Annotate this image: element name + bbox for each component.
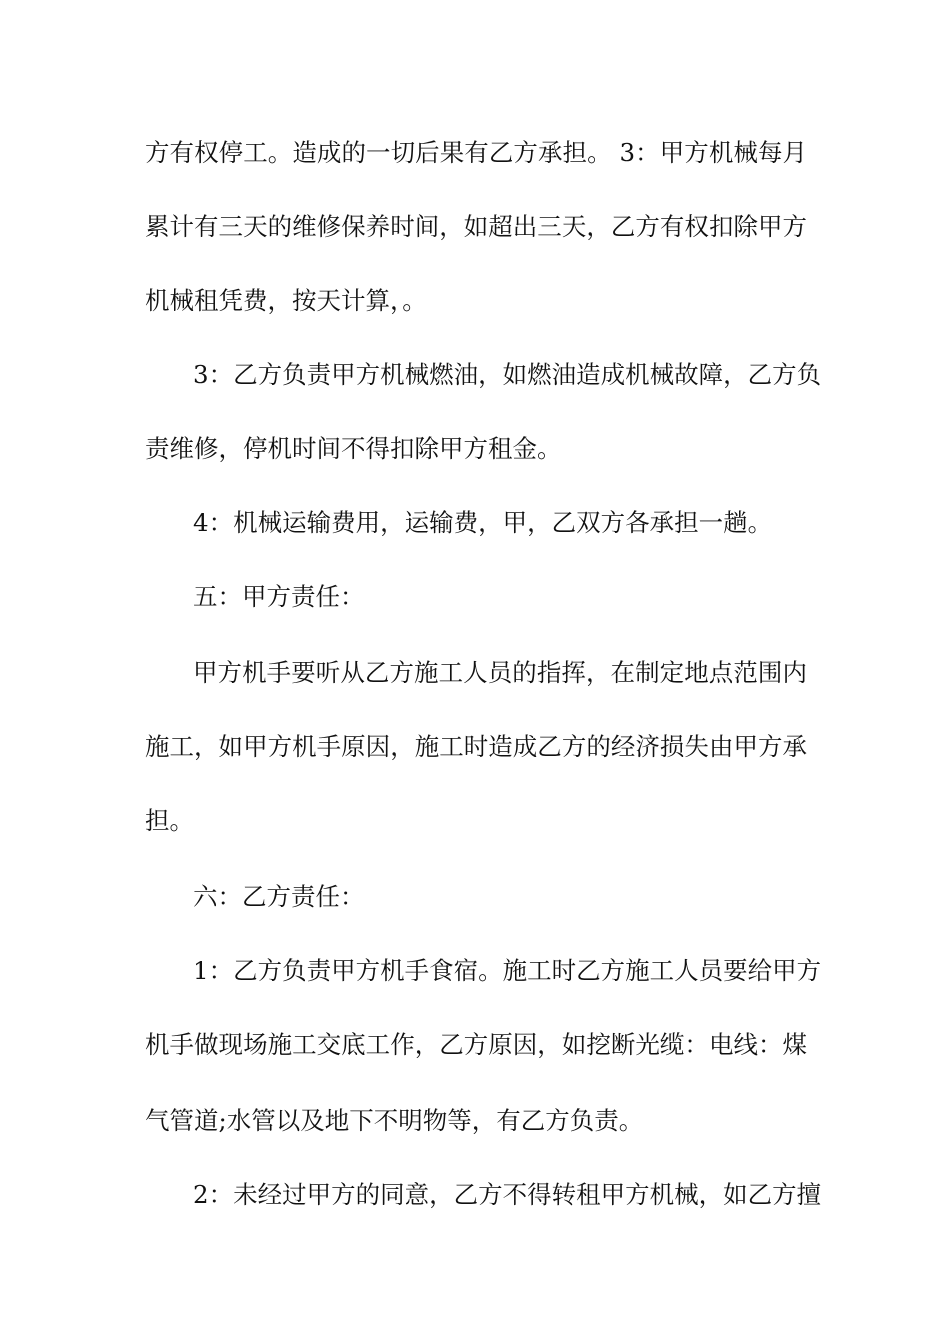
section-heading-party-a: 五：甲方责任： [193, 582, 365, 611]
text-line-6: 4：机械运输费用，运输费，甲，乙双方各承担一趟。 [193, 508, 773, 537]
text-line-15: 2：未经过甲方的同意，乙方不得转租甲方机械，如乙方擅 [193, 1180, 822, 1209]
text-line-13: 机手做现场施工交底工作，乙方原因，如挖断光缆：电线：煤 [145, 1030, 807, 1059]
text-line-1: 方有权停工。造成的一切后果有乙方承担。 3：甲方机械每月 [145, 138, 807, 167]
text-line-12: 1：乙方负责甲方机手食宿。施工时乙方施工人员要给甲方 [193, 956, 822, 985]
text-line-4: 3：乙方负责甲方机械燃油，如燃油造成机械故障，乙方负 [193, 360, 822, 389]
text-line-14: 气管道;水管以及地下不明物等，有乙方负责。 [145, 1106, 644, 1135]
text-line-9: 施工，如甲方机手原因，施工时造成乙方的经济损失由甲方承 [145, 732, 807, 761]
section-heading-party-b: 六：乙方责任： [193, 882, 365, 911]
text-line-8: 甲方机手要听从乙方施工人员的指挥，在制定地点范围内 [193, 658, 807, 687]
text-line-10: 担。 [145, 806, 194, 835]
text-line-2: 累计有三天的维修保养时间，如超出三天，乙方有权扣除甲方 [145, 212, 807, 241]
text-line-3: 机械租凭费，按天计算，。 [145, 286, 427, 315]
text-line-5: 责维修，停机时间不得扣除甲方租金。 [145, 434, 562, 463]
